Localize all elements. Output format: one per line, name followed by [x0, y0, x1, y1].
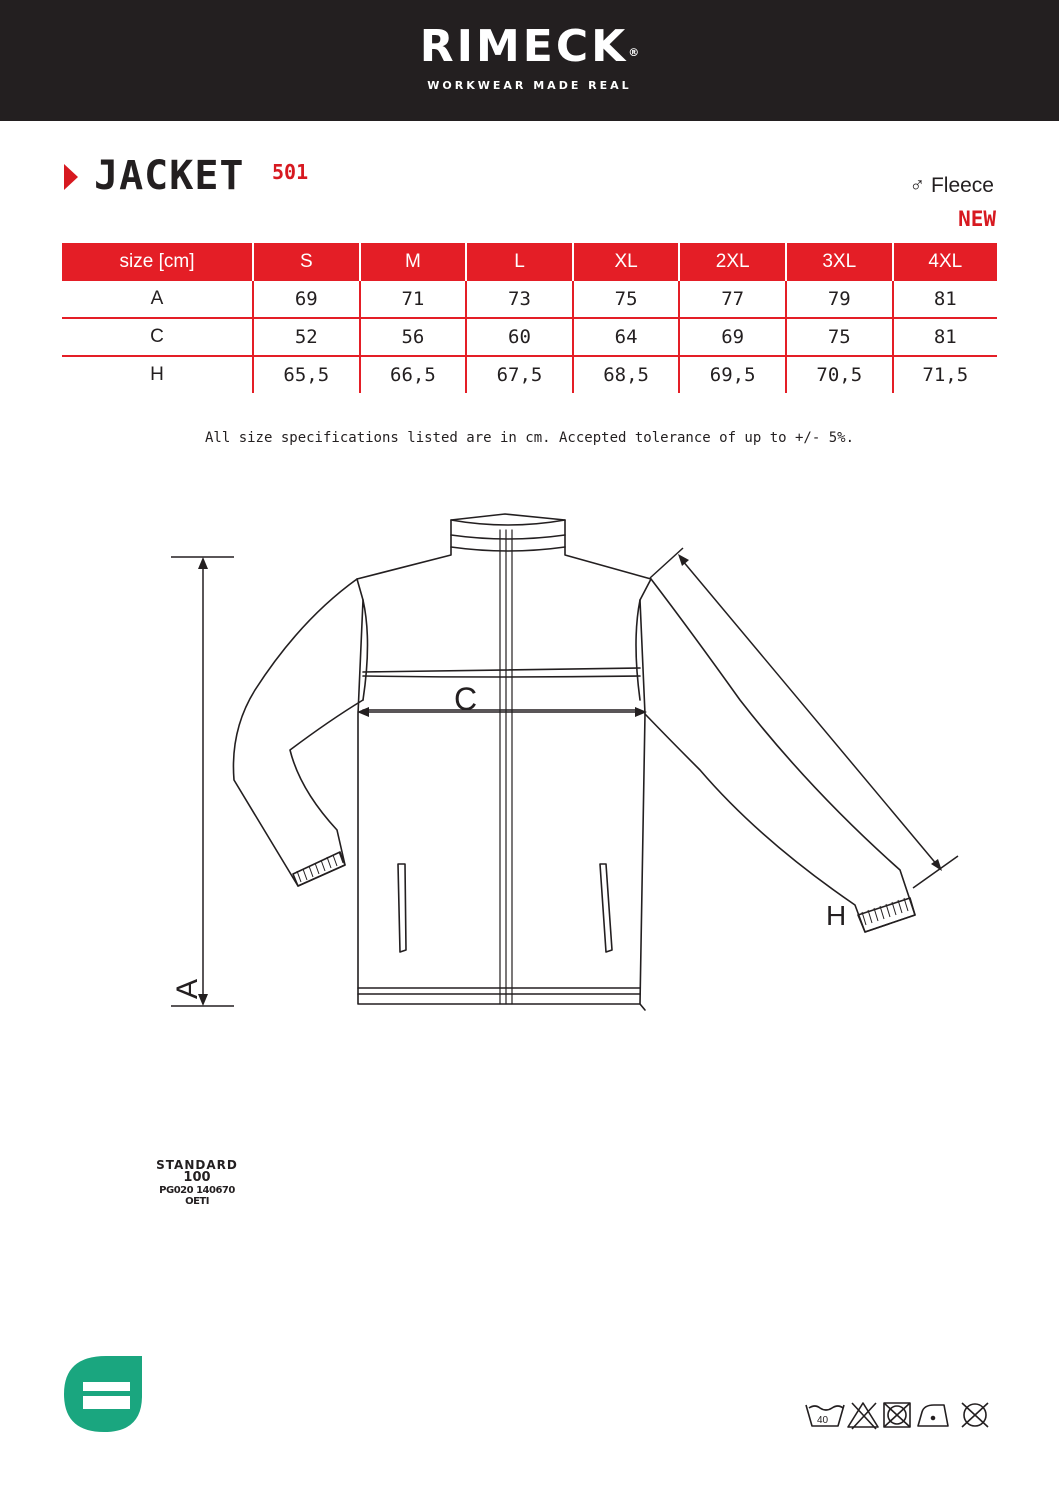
size-header: S [253, 243, 360, 281]
wash-temp-label: 40 [817, 1415, 829, 1426]
zipper [500, 530, 512, 1004]
cert-line-2: 100 [183, 1170, 211, 1185]
size-header: XL [573, 243, 680, 281]
cert-line-1: STANDARD [156, 1158, 238, 1172]
table-cell: 71 [360, 281, 467, 318]
cert-line-3: PG020 140670 [159, 1185, 235, 1196]
label-c: C [454, 681, 478, 717]
table-cell: 71,5 [922, 364, 969, 386]
row-label: A [62, 281, 253, 318]
label-a: A [171, 978, 204, 999]
product-category: ♂ Fleece [909, 174, 994, 197]
table-cell: 75 [786, 318, 893, 356]
green-badge-icon [64, 1356, 142, 1432]
no-bleach-icon [848, 1403, 878, 1429]
table-cell: 66,5 [360, 356, 467, 393]
table-cell: 77 [679, 281, 786, 318]
left-pocket [398, 864, 406, 952]
right-pocket [600, 864, 612, 952]
size-header: M [360, 243, 467, 281]
table-cell: 56 [360, 318, 467, 356]
table-cell: 70,5 [786, 356, 893, 393]
size-header: L [466, 243, 573, 281]
cert-line-4: OETI [185, 1196, 209, 1207]
product-code: 501 [272, 160, 309, 184]
side-seams [363, 600, 640, 700]
iron-low-icon [918, 1405, 948, 1426]
right-cuff-ribbing [862, 898, 908, 925]
table-cell: 52 [253, 318, 360, 356]
brand-tagline: WORKWEAR MADE REAL [427, 79, 632, 92]
table-cell: 67,5 [466, 356, 573, 393]
right-sleeve [645, 579, 915, 932]
table-cell: 64 [573, 318, 680, 356]
brand-name: RIMECK [419, 21, 629, 72]
table-cell: 69 [679, 318, 786, 356]
row-label: C [62, 318, 253, 356]
arrow-h-top-icon [678, 554, 689, 566]
product-title: JACKET [94, 153, 245, 199]
left-cuff-ribbing [297, 852, 343, 882]
table-cell: 75 [573, 281, 680, 318]
oeko-tex-label [142, 1158, 252, 1207]
yoke-lines [363, 668, 640, 710]
table-cell: 81 [893, 281, 997, 318]
tolerance-note: All size specifications listed are in cm. Accepted tolerance of up to +/- 5%. [204, 430, 854, 446]
table-cell: 65,5 [253, 356, 360, 393]
table-cell: 73 [466, 281, 573, 318]
size-header: 4XL [893, 243, 997, 281]
jacket-body-outline [357, 514, 651, 1004]
row-label: H [62, 356, 253, 393]
table-cell: 68,5 [573, 356, 680, 393]
wash-40-icon [806, 1405, 844, 1426]
collar-lines [451, 520, 565, 551]
no-tumble-dry-icon [884, 1403, 910, 1427]
registered-mark: ® [628, 46, 640, 59]
right-cuff [858, 898, 915, 932]
label-h: H [826, 900, 847, 931]
left-sleeve [233, 579, 363, 886]
table-cell: 69 [253, 281, 360, 318]
table-cell: 69,5 [679, 356, 786, 393]
size-corner-label: size [cm] [62, 243, 253, 281]
arrow-h-bottom-icon [931, 859, 942, 871]
size-header: 3XL [786, 243, 893, 281]
table-cell: 60 [466, 318, 573, 356]
drawcord-tip [640, 1004, 645, 1010]
table-cell: 79 [786, 281, 893, 318]
table-cell: 81 [893, 318, 997, 356]
arrow-a-top-icon [198, 557, 208, 569]
hem-lines [358, 988, 640, 994]
size-header: 2XL [679, 243, 786, 281]
no-dry-clean-icon [962, 1403, 988, 1427]
new-badge: NEW [958, 207, 996, 231]
